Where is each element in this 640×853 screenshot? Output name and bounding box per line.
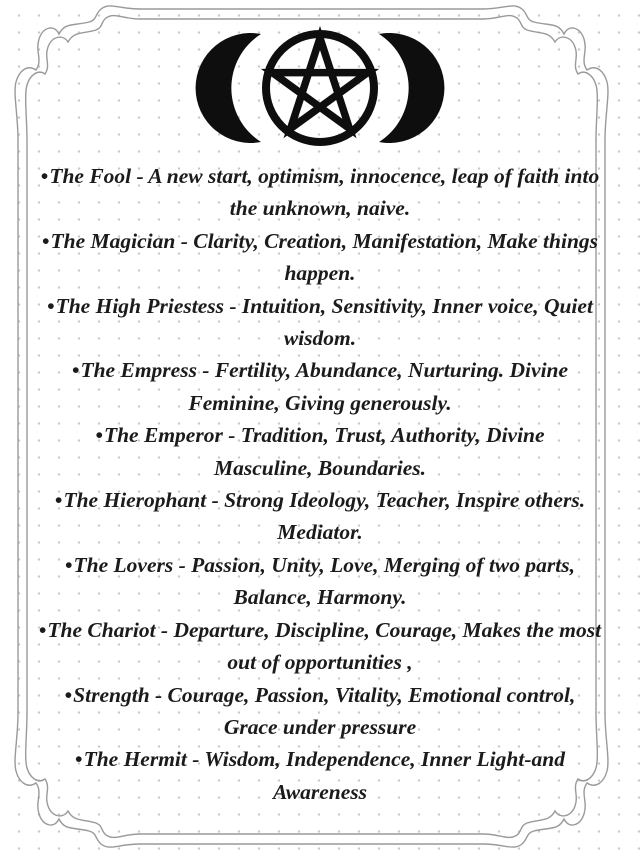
list-line: •The Emperor - Tradition, Trust, Authority, Divine	[95, 423, 545, 448]
list-item	[30, 679, 610, 744]
bullet-icon: •	[71, 358, 80, 383]
bullet-icon: •	[54, 488, 63, 513]
list-line: •The Hermit - Wisdom, Independence, Inner Light-and	[75, 747, 565, 772]
list-line: out of opportunities ,	[227, 650, 413, 675]
list-line: •The Magician - Clarity, Creation, Manifestation, Make things	[41, 228, 599, 253]
bullet-icon: •	[41, 228, 50, 253]
list-item	[30, 614, 610, 679]
left-crescent-icon	[196, 33, 261, 143]
list-line: Masculine, Boundaries.	[213, 455, 427, 480]
list-line: Grace under pressure	[223, 714, 417, 739]
list-line: Mediator.	[277, 520, 363, 545]
bullet-icon: •	[75, 747, 83, 772]
list-line: •The Lovers - Passion, Unity, Love, Merging of two parts,	[65, 552, 575, 577]
list-line: Feminine, Giving generously.	[188, 390, 452, 415]
list-line: •Strength - Courage, Passion, Vitality, Emotional control,	[64, 682, 576, 707]
bullet-icon: •	[95, 423, 103, 448]
list-item	[30, 354, 610, 419]
pentagram-star	[272, 38, 367, 129]
list-item	[30, 743, 610, 808]
list-line: wisdom.	[283, 326, 357, 351]
bullet-icon: •	[47, 293, 55, 318]
list-item	[30, 290, 610, 355]
triple-moon-pentacle-icon	[195, 26, 445, 150]
list-line: •The Fool - A new start, optimism, innocence, leap of faith into	[40, 164, 600, 188]
list-item	[30, 225, 610, 290]
list-line: happen.	[284, 261, 356, 286]
pentacle-ring	[266, 34, 374, 142]
right-crescent-icon	[379, 33, 444, 143]
bullet-icon: •	[64, 682, 73, 707]
list-line: •The Hierophant - Strong Ideology, Teacher, Inspire others.	[54, 488, 586, 513]
list-line: Awareness	[273, 779, 367, 804]
bullet-icon: •	[38, 617, 47, 642]
bullet-icon: •	[65, 552, 73, 577]
list-item	[30, 549, 610, 614]
list-line: •The Empress - Fertility, Abundance, Nurturing. Divine	[71, 358, 569, 383]
tarot-list	[30, 160, 610, 808]
list-item	[30, 484, 610, 549]
list-line: Balance, Harmony.	[233, 585, 407, 610]
bullet-icon: •	[40, 164, 49, 188]
list-line: •The High Priestess - Intuition, Sensitivity, Inner voice, Quiet	[47, 293, 593, 318]
list-item	[30, 160, 610, 225]
list-line: •The Chariot - Departure, Discipline, Courage, Makes the most	[38, 617, 602, 642]
list-item	[30, 419, 610, 484]
list-line: the unknown, naive.	[229, 196, 411, 221]
